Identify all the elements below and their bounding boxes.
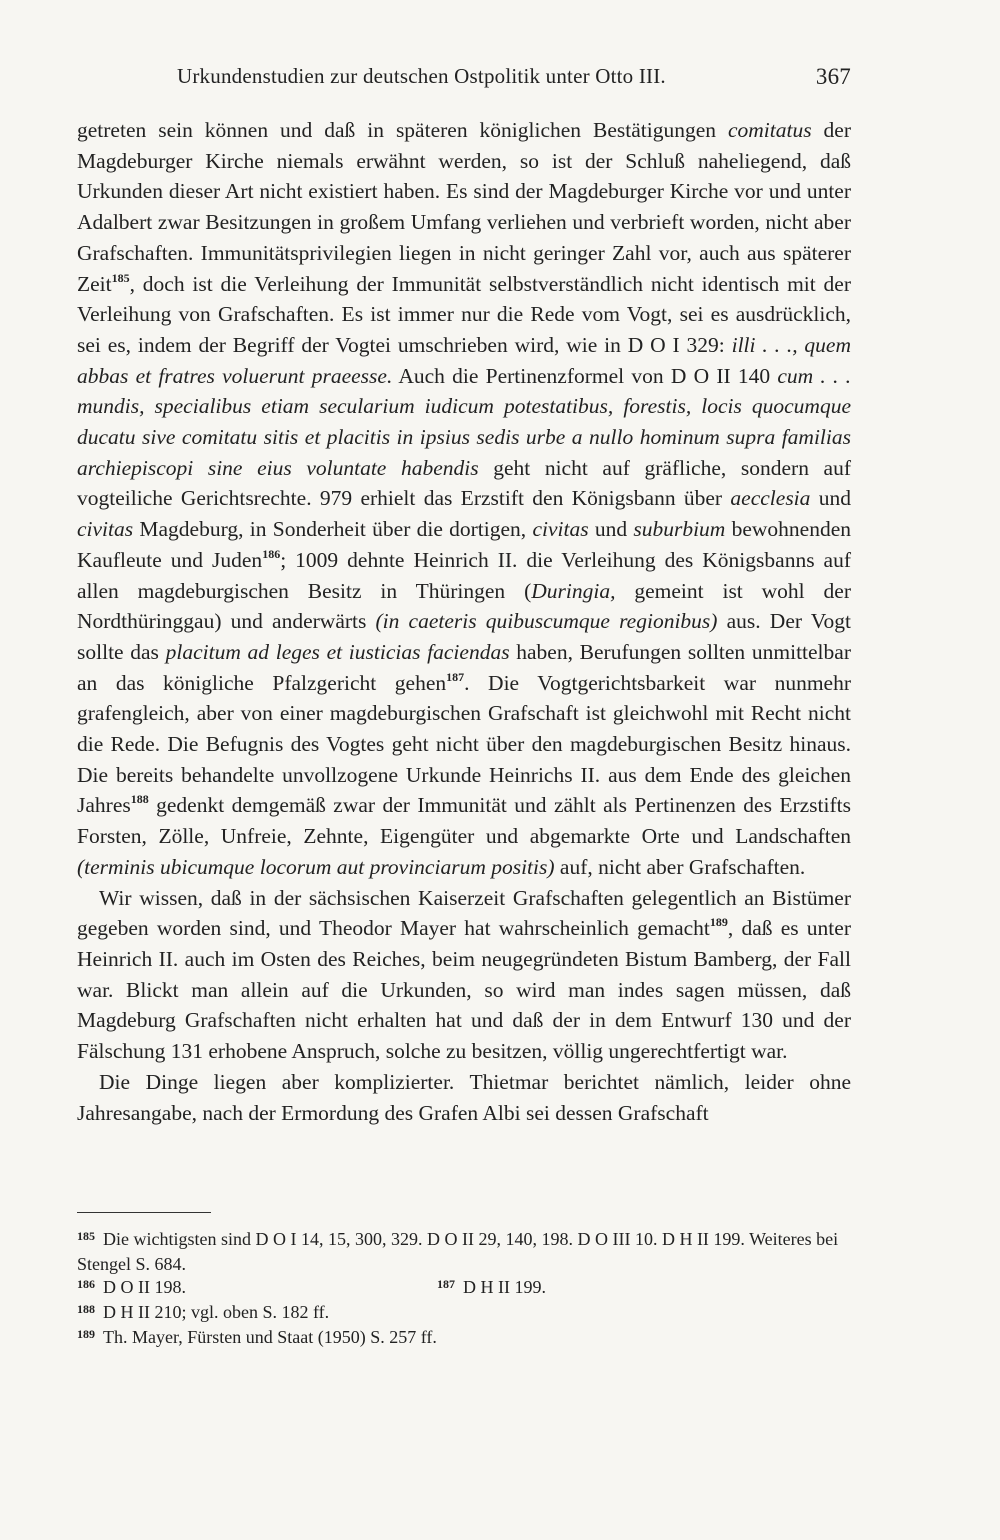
footnote-186: [77, 1276, 437, 1301]
running-title: Urkundenstudien zur deutschen Ostpolitik unter Otto III.: [177, 64, 666, 88]
footnote-number: 188: [77, 1302, 95, 1316]
paragraph-2: Wir wissen, daß in der sächsischen Kaiserzeit Grafschaften gelegentlich an Bistümer gegeben worden sind, und Theodor Mayer hat wahrscheinlich gemacht$^{189}$, daß es unter Heinrich II. auch im Osten des Reiches, beim neugegründeten Bistum Bamberg, der Fall war. Blickt man allein auf die Urkunden, so wird man indes sagen müssen, daß Magdeburg Grafschaften nicht erhalten hat und daß der in dem Entwurf 130 und der Fälschung 131 erhobene Anspruch, solche zu besitzen, völlig ungerechtfertigt war.: [77, 885, 851, 1064]
body-text: [77, 115, 851, 1128]
footnote-number: 187: [437, 1277, 455, 1291]
footnote-text: Die wichtigsten sind D O I 14, 15, 300, 329. D O II 29, 140, 198. D O III 10. D H II 199. Weiteres bei Stengel S. 684.: [77, 1229, 839, 1274]
footnote-187: [437, 1276, 546, 1301]
footnote-188: [77, 1301, 851, 1326]
footnote-number: 185: [77, 1229, 95, 1243]
footnote-text: Th. Mayer, Fürsten und Staat (1950) S. 257 ff.: [103, 1327, 437, 1347]
footnote-number: 186: [77, 1277, 95, 1291]
footnote-text: D H II 199.: [463, 1277, 546, 1297]
footnote-189: [77, 1326, 851, 1351]
paragraph-1: getreten sein können und daß in späteren königlichen Bestätigungen comitatus der Magdeburger Kirche niemals erwähnt werden, so ist der Schluß naheliegend, daß Urkunden dieser Art nicht existiert haben. Es sind der Magdeburger Kirche vor und unter Adalbert zwar Besitzungen in großem Umfang verliehen und verbrieft worden, nicht aber Grafschaften. Immunitätsprivilegien liegen in nicht geringer Zahl vor, auch aus späterer Zeit$^{185}$, doch ist die Verleihung der Immunität selbstverständlich nicht identisch mit der Verleihung von Grafschaften. Es ist immer nur die Rede vom Vogt, sei es ausdrücklich, sei es, indem der Begriff der Vogtei umschrieben wird, wie in D O I 329: illi . . ., quem abbas et fratres voluerunt praeesse. Auch die Pertinenzformel von D O II 140 cum . . . mundis, specialibus etiam secularium iudicum potestatibus, forestis, locis quocumque ducatu sive comitatu sitis et placitis in ipsius sedis urbe a nullo hominum supra familias archiepiscopi sine eius voluntate habendis geht nicht auf gräfliche, sondern auf vogteiliche Gerichtsrechte. 979 erhielt das Erzstift den Königsbann über aecclesia und civitas Magdeburg, in Sonderheit über die dortigen, civitas und suburbium bewohnenden Kaufleute und Juden$^{186}$; 1009 dehnte Heinrich II. die Verleihung des Königsbanns auf allen magdeburgischen Besitz in Thüringen (Duringia, gemeint ist wohl der Nordthüringgau) und anderwärts (in caeteris quibuscumque regionibus) aus. Der Vogt sollte das placitum ad leges et iusticias faciendas haben, Berufungen sollten unmittelbar an das königliche Pfalzgericht gehen$^{187}$. Die Vogtgerichtsbarkeit war nunmehr grafengleich, aber von einer magdeburgischen Grafschaft ist gleichwohl mit Recht nicht die Rede. Die Befugnis des Vogtes geht nicht über den magdeburgischen Besitz hinaus. Die bereits behandelte unvollzogene Urkunde Heinrichs II. aus dem Ende des gleichen Jahres$^{188}$ gedenkt demgemäß zwar der Immunität und zählt als Pertinenzen des Erzstifts Forsten, Zölle, Unfreie, Zehnte, Eigengüter und abgemarkte Orte und Landschaften (terminis ubicumque locorum aut provinciarum positis) auf, nicht aber Grafschaften.: [77, 118, 852, 879]
footnotes: [77, 1228, 851, 1351]
footnote-text: D O II 198.: [103, 1277, 186, 1297]
footnote-divider: [77, 1212, 211, 1213]
footnote-text: D H II 210; vgl. oben S. 182 ff.: [103, 1302, 330, 1322]
footnote-number: 189: [77, 1327, 95, 1341]
footnote-row: [77, 1276, 851, 1301]
footnote-185: [77, 1228, 851, 1276]
paragraph-3: Die Dinge liegen aber komplizierter. Thietmar berichtet nämlich, leider ohne Jahresangabe, nach der Ermordung des Grafen Albi sei dessen Grafschaft: [77, 1069, 851, 1125]
page-number: 367: [815, 64, 851, 89]
